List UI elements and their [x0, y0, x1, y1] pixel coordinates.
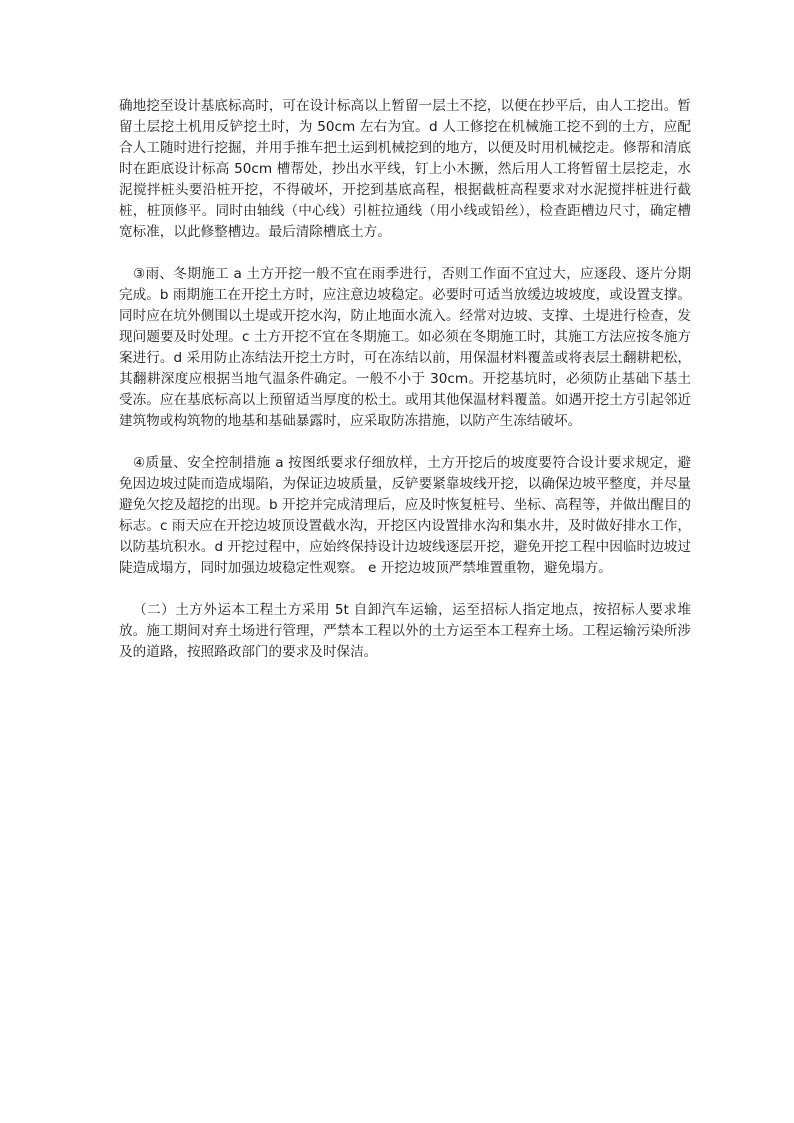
paragraph-quality-safety-measures: ④质量、安全控制措施 a 按图纸要求仔细放样，土方开挖后的坡度要符合设计要求规定，避免因边坡过陡而造成塌陷，为保证边坡质量，反铲要紧靠坡线开挖，以确保边坡平整度，并尽量避免欠挖及超挖的出现。b 开挖并完成清理后，应及时恢复桩号、坐标、高程等，并做出醒目的标志。c 雨天应在开挖边坡顶设置截水沟，开挖区内设置排水沟和集水井，及时做好排水工作，以防基坑积水。d 开挖过程中，应始终保持设计边坡线逐层开挖，避免开挖工程中因临时边坡过陡造成塌方，同时加强边坡稳定性观察。 e 开挖边坡顶严禁堆置重物，避免塌方。: [119, 455, 691, 576]
paragraph-earth-transport: （二）土方外运本工程土方采用 5t 自卸汽车运输，运至招标人指定地点，按招标人要求堆放。施工期间对弃土场进行管理，严禁本工程以外的土方运至本工程弃土场。工程运输污染所涉及的道路，按照路政部门的要求及时保洁。: [119, 602, 691, 660]
document-body: [119, 96, 691, 684]
paragraph-rain-winter-construction: ③雨、冬期施工 a 土方开挖一般不宜在雨季进行，否则工作面不宜过大，应逐段、逐片分期完成。b 雨期施工在开挖土方时，应注意边坡稳定。必要时可适当放缓边坡坡度，或设置支撑。同时应在坑外侧围以土堤或开挖水沟，防止地面水流入。经常对边坡、支撑、土堤进行检查，发现问题要及时处理。c 土方开挖不宜在冬期施工。如必须在冬期施工时，其施工方法应按冬施方案进行。d 采用防止冻结法开挖土方时，可在冻结以前，用保温材料覆盖或将表层土翻耕耙松，其翻耕深度应根据当地气温条件确定。一般不小于 30cm。开挖基坑时，必须防止基础下基土受冻。应在基底标高以上预留适当厚度的松土。或用其他保温材料覆盖。如遇开挖土方引起邻近建筑物或构筑物的地基和基础暴露时，应采取防冻措施，以防产生冻结破坏。: [119, 266, 691, 429]
paragraph-excavation-finish: 确地挖至设计基底标高时，可在设计标高以上暂留一层土不挖，以便在抄平后，由人工挖出。暂留土层挖土机用反铲挖土时，为 50cm 左右为宜。d 人工修挖在机械施工挖不到的土方，应配合人工随时进行挖掘，并用手推车把土运到机械挖到的地方，以便及时用机械挖走。修帮和清底时在距底设计标高 50cm 槽帮处，抄出水平线，钉上小木撅，然后用人工将暂留土层挖走，水泥搅拌桩头要沿桩开挖，不得破坏，开挖到基底高程，根据截桩高程要求对水泥搅拌桩进行截桩，桩顶修平。同时由轴线（中心线）引桩拉通线（用小线或铅丝），检查距槽边尺寸，确定槽宽标准，以此修整槽边。最后清除槽底土方。: [119, 98, 691, 240]
